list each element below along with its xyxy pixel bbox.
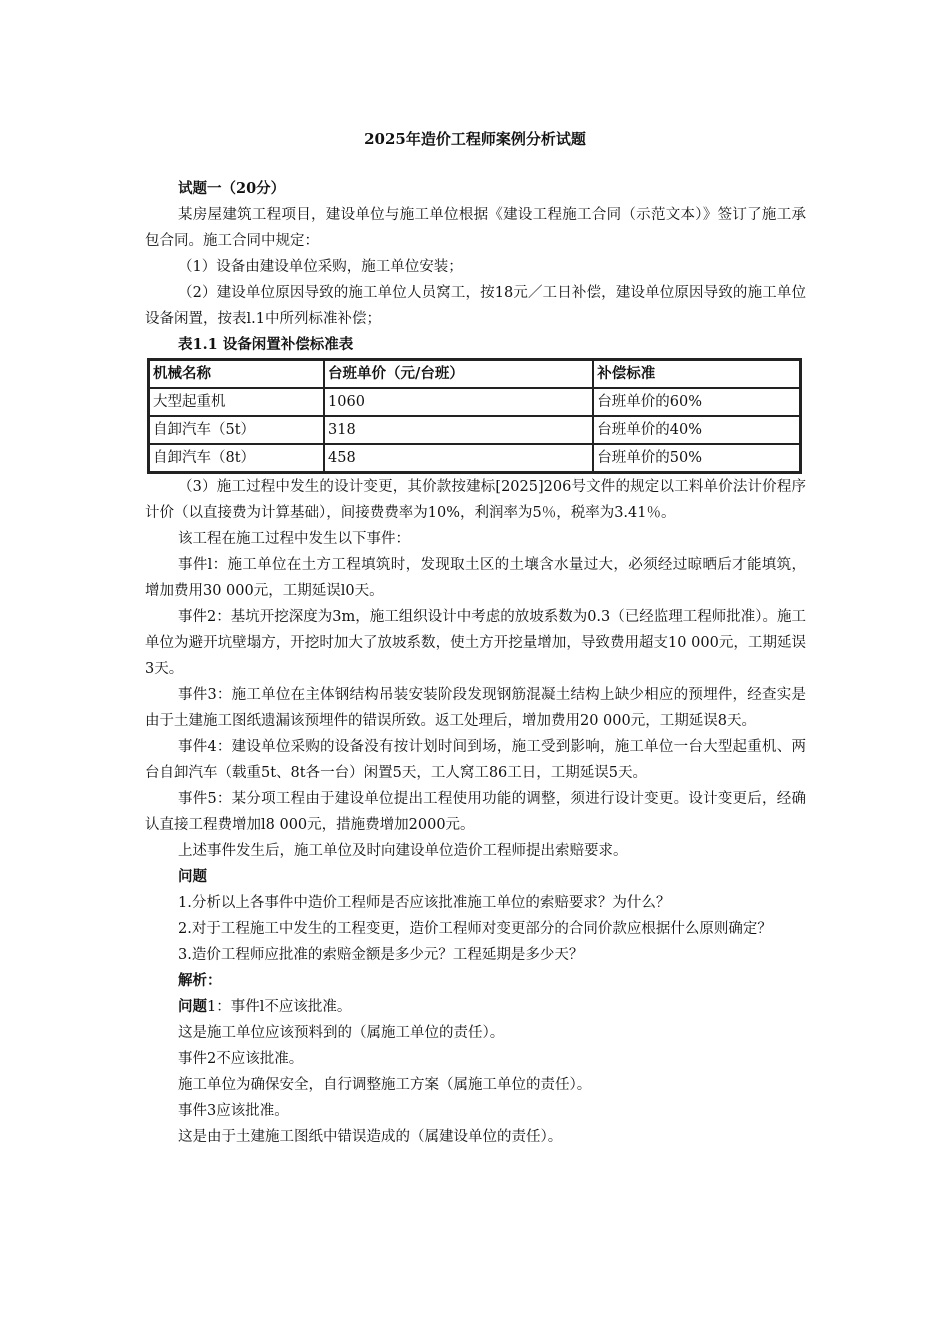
event-4: 事件4：建设单位采购的设备没有按计划时间到场，施工受到影响，施工单位一台大型起重机、两台自卸汽车（载重5t、8t各一台）闲置5天，工人窝工86工日，工期延误5天。 [145,739,806,781]
intro-paragraph: 某房屋建筑工程项目，建设单位与施工单位根据《建设工程施工合同（示范文本）》签订了施工承包合同。施工合同中规定： [145,207,806,249]
table-cell: 318 [324,416,593,444]
table-header-row [149,360,800,388]
table-cell: 自卸汽车（8t） [149,444,324,472]
event-2: 事件2：基坑开挖深度为3m，施工组织设计中考虑的放坡系数为0.3（已经监理工程师批准）。施工单位为避开坑壁塌方，开挖时加大了放坡系数，使土方开挖量增加，导致费用超支10 000元，工期延误3天。 [145,609,807,677]
table-row [149,388,800,416]
question-1: 1.分析以上各事件中造价工程师是否应该批准施工单位的索赔要求？为什么？ [178,895,671,911]
table-cell: 大型起重机 [149,388,324,416]
answer-2-reason: 施工单位为确保安全，自行调整施工方案（属施工单位的责任）。 [178,1077,592,1093]
table-cell: 台班单价的60% [593,388,800,416]
table-header-cell: 补偿标准 [593,360,800,388]
table-header-cell: 机械名称 [149,360,324,388]
question-2: 2.对于工程施工中发生的工程变更，造价工程师对变更部分的合同价款应根据什么原则确定？ [178,921,772,937]
claim-line: 上述事件发生后，施工单位及时向建设单位造价工程师提出索赔要求。 [178,843,628,859]
analysis-heading: 解析： [178,972,222,989]
questions-heading: 问题 [178,868,207,885]
table-row [149,444,800,472]
event-5: 事件5：某分项工程由于建设单位提出工程使用功能的调整，须进行设计变更。设计变更后，经确认直接工程费增加l8 000元，措施费增加2000元。 [145,791,806,833]
events-intro: 该工程在施工过程中发生以下事件： [178,531,410,547]
table-header-cell: 台班单价（元/台班） [324,360,593,388]
table-cell: 台班单价的50% [593,444,800,472]
table-caption: 表1.1 设备闲置补偿标准表 [178,336,354,353]
compensation-table [147,358,802,474]
table-row [149,416,800,444]
clause-1: （1）设备由建设单位采购，施工单位安装； [178,259,463,275]
document-title: 2025年造价工程师案例分析试题 [364,130,586,148]
question-3: 3.造价工程师应批准的索赔金额是多少元？工程延期是多少天？ [178,947,584,963]
event-3: 事件3：施工单位在主体钢结构吊装安装阶段发现钢筋混凝土结构上缺少相应的预埋件，经查实是由于土建施工图纸遗漏该预埋件的错误所致。返工处理后，增加费用20 000元，工期延误8天。 [145,687,806,729]
table-cell: 1060 [324,388,593,416]
answer-3: 事件3应该批准。 [178,1103,289,1119]
section-heading: 试题一（20分） [178,180,286,197]
clause-3: （3）施工过程中发生的设计变更，其价款按建标[2025]206号文件的规定以工料单价法计价程序计价（以直接费为计算基础），间接费费率为10%，利润率为5％，税率为3.41％。 [145,479,806,521]
answer-1-text: 1：事件l不应该批准。 [207,999,352,1015]
table-cell: 458 [324,444,593,472]
answer-1 [145,994,806,1020]
answer-1-reason: 这是施工单位应该预料到的（属施工单位的责任）。 [178,1025,505,1041]
table-cell: 台班单价的40% [593,416,800,444]
event-1: 事件l：施工单位在土方工程填筑时，发现取土区的土壤含水量过大，必须经过晾晒后才能填筑，增加费用30 000元，工期延误l0天。 [145,557,806,599]
answer-3-reason: 这是由于土建施工图纸中错误造成的（属建设单位的责任）。 [178,1129,563,1145]
table-cell: 自卸汽车（5t） [149,416,324,444]
answer-2: 事件2不应该批准。 [178,1051,304,1067]
answer-1-label: 问题 [178,998,207,1015]
clause-2: （2）建设单位原因导致的施工单位人员窝工，按18元／工日补偿，建设单位原因导致的施工单位设备闲置，按表l.1中所列标准补偿； [145,285,806,327]
document-body [145,176,806,1150]
